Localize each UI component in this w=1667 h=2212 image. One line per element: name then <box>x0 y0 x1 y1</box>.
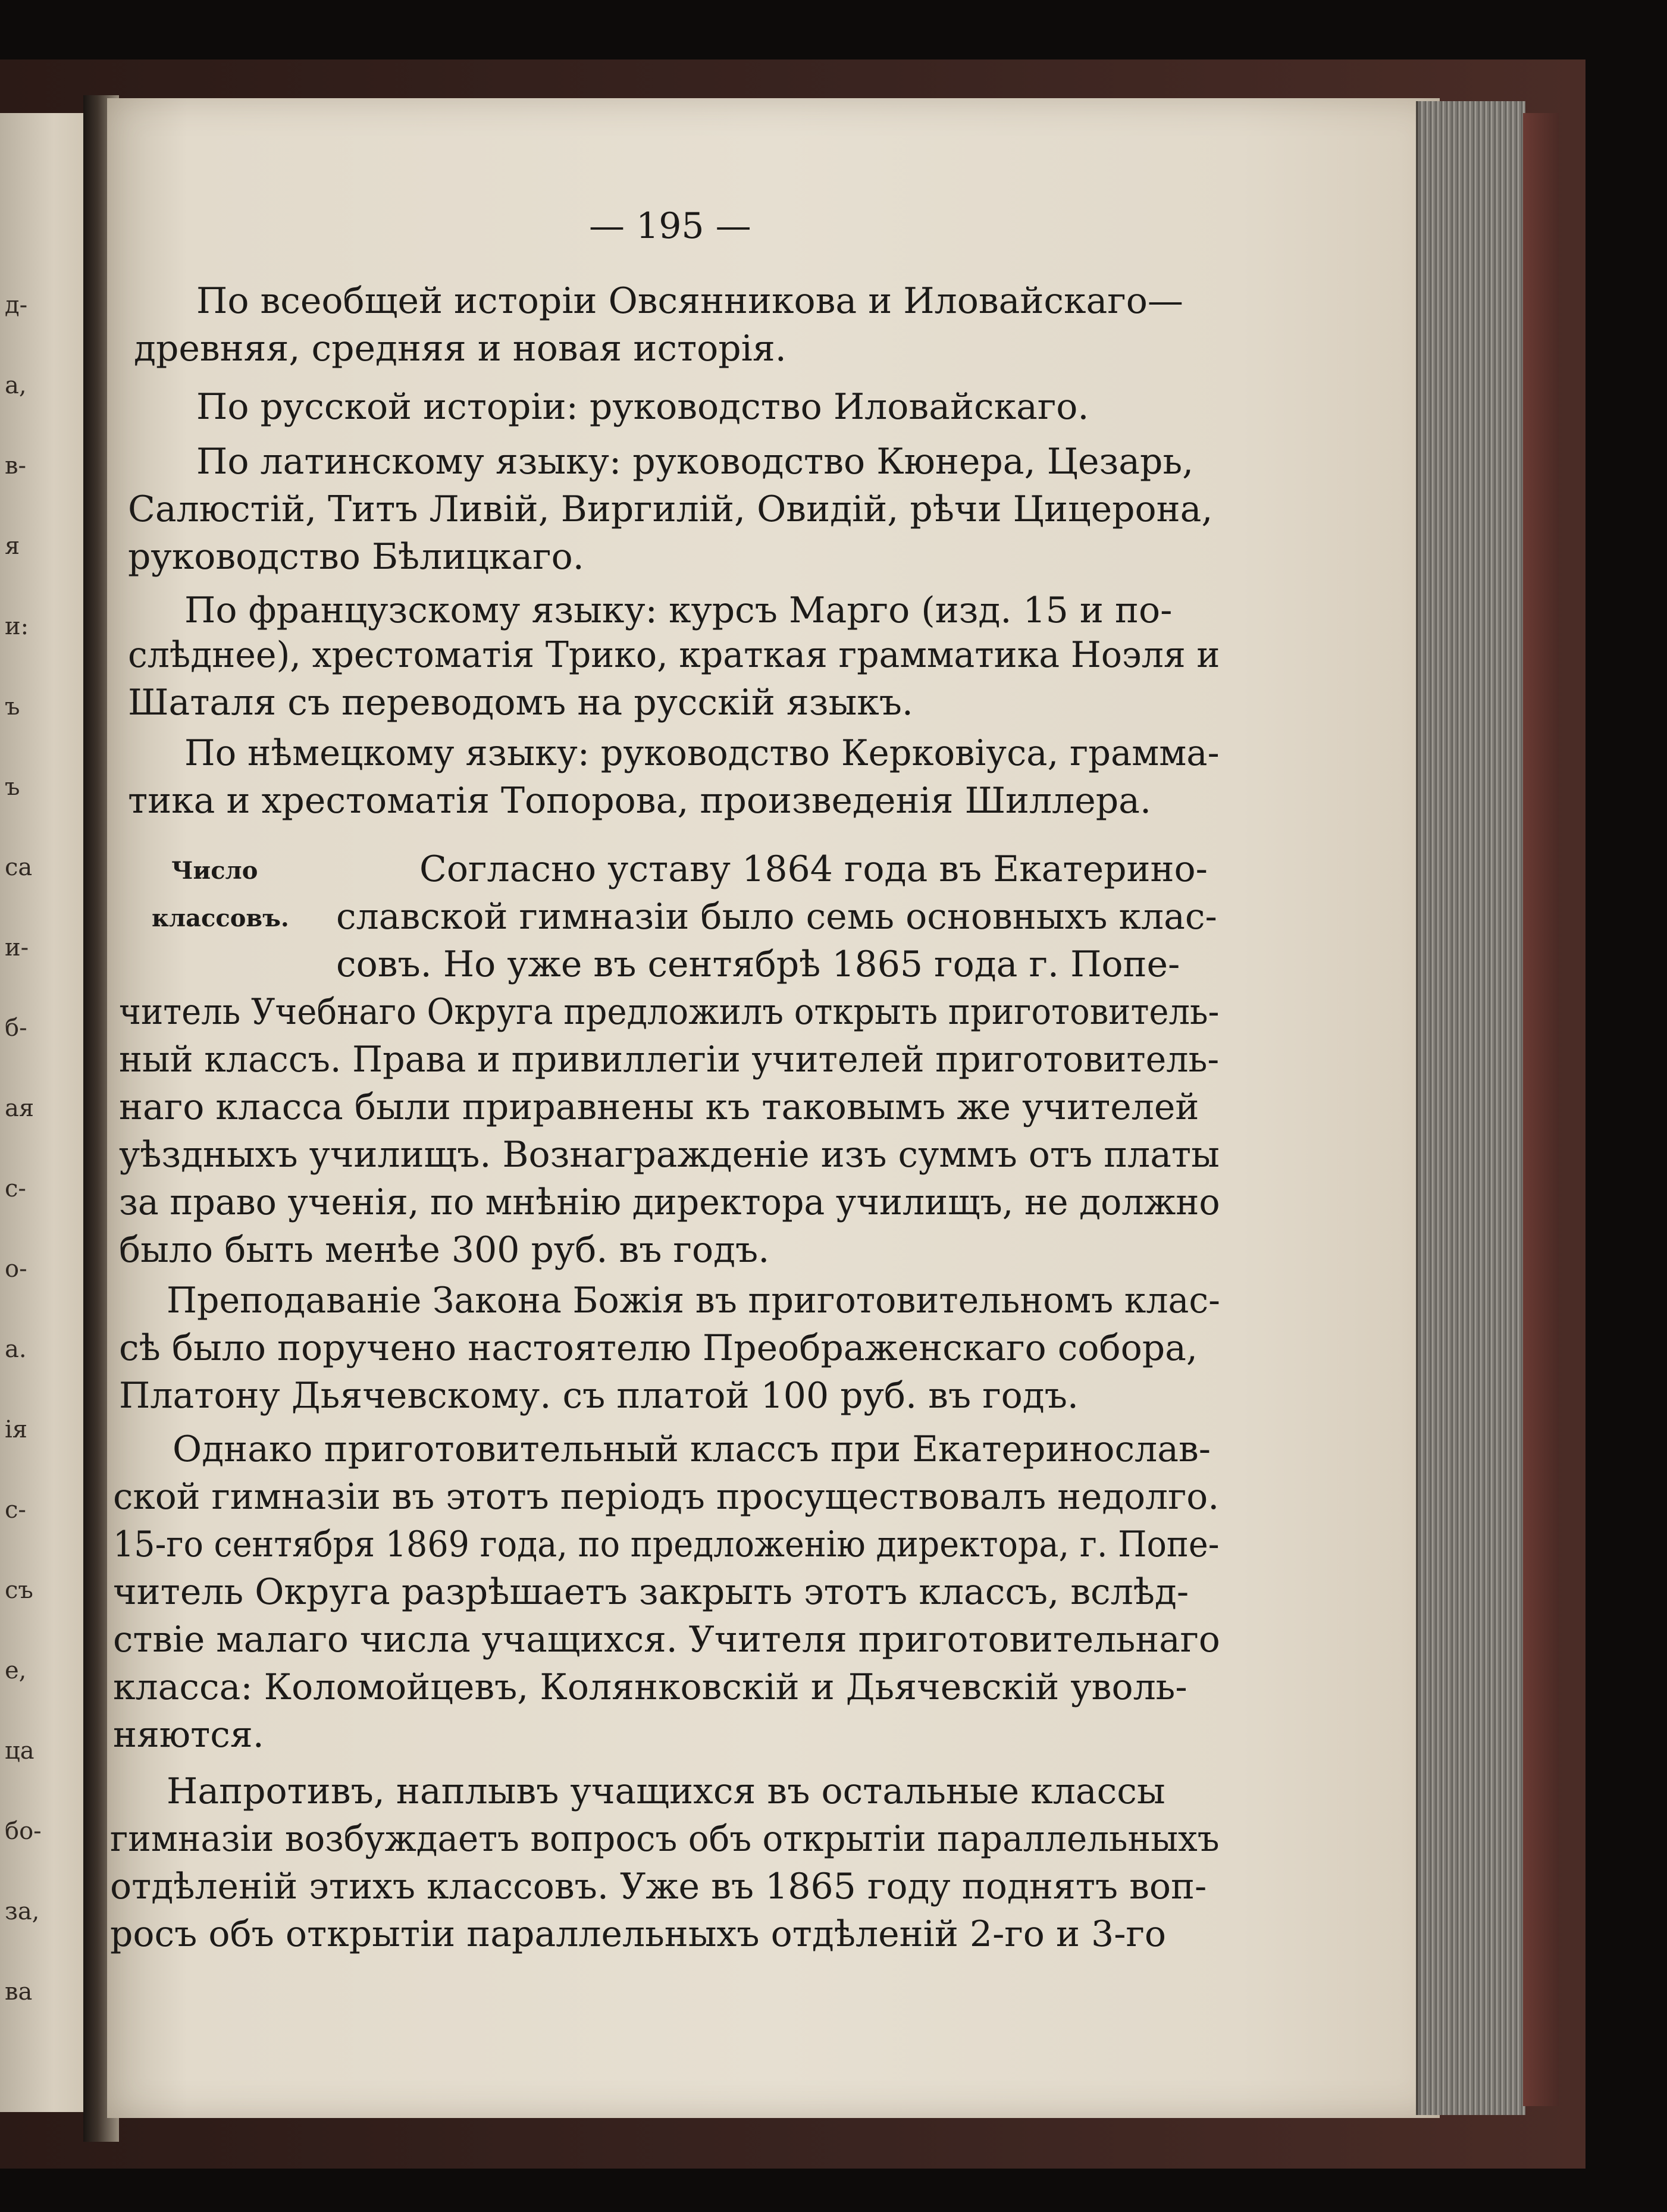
text-line: совъ. Но уже въ сентябрѣ 1865 года г. Попе- <box>336 944 1180 985</box>
left-page-fragment: съ <box>5 1577 33 1604</box>
text-line: Салюстій, Титъ Ливій, Виргилій, Овидій, рѣчи Цицерона, <box>128 488 1213 530</box>
left-page-fragment: ія <box>5 1416 28 1443</box>
text-line: По нѣмецкому языку: руководство Керковіуса, граммa- <box>184 732 1220 774</box>
left-page-fragment: в- <box>5 452 27 480</box>
text-line: древняя, средняя и новая исторія. <box>134 328 787 369</box>
text-line: тика и хрестоматія Топорова, произведенія Шиллера. <box>128 780 1152 822</box>
left-page-fragment: са <box>5 854 33 881</box>
text-line: за право ученія, по мнѣнію директора училищъ, не должно <box>119 1182 1220 1223</box>
left-page-fragment: за, <box>5 1898 40 1925</box>
text-line: было быть менѣе 300 руб. въ годъ. <box>119 1229 770 1271</box>
left-page-fragment: с- <box>5 1175 26 1202</box>
text-line: Платону Дьячевскому. съ платой 100 руб. въ годъ. <box>119 1375 1079 1417</box>
text-line: Преподаваніе Закона Божія въ приготовительномъ клас- <box>167 1280 1220 1321</box>
left-page-fragment: я <box>5 532 20 560</box>
text-line: 15-го сентября 1869 года, по предложенію директора, г. Попе- <box>113 1524 1220 1565</box>
text-line: славской гимназіи было семь основныхъ клас- <box>336 896 1217 938</box>
text-line: По русской исторіи: руководство Иловайскаго. <box>196 386 1089 428</box>
text-line: Согласно уставу 1864 года въ Екатерино- <box>419 848 1208 890</box>
text-line: Напротивъ, наплывъ учащихся въ остальные классы <box>167 1771 1165 1812</box>
left-page-fragment: с- <box>5 1496 26 1524</box>
cover-edge <box>1523 113 1559 2106</box>
page-edges <box>1416 101 1525 2115</box>
left-page-fragment: ъ <box>5 693 20 720</box>
text-line: класса: Коломойцевъ, Колянковскій и Дьячевскій уволь- <box>113 1666 1187 1708</box>
left-page-fragment: а, <box>5 372 27 399</box>
left-page-fragment: е, <box>5 1657 27 1684</box>
text-line: Шаталя съ переводомъ на русскій языкъ. <box>128 682 913 723</box>
text-line: руководство Бѣлицкаго. <box>128 536 584 578</box>
left-page-fragment: о- <box>5 1255 27 1283</box>
text-line: отдѣленій этихъ классовъ. Уже въ 1865 году поднятъ воп- <box>110 1866 1207 1907</box>
text-line: ный классъ. Права и привиллегіи учителей приготовитель- <box>119 1039 1220 1080</box>
text-line: читель Учебнаго Округа предложилъ открыть приготовитель- <box>119 991 1220 1033</box>
text-line: наго класса были приравнены къ таковымъ же учителей <box>119 1086 1199 1128</box>
left-page-fragment: д- <box>5 292 28 319</box>
text-line: Однако приготовительный классъ при Екатеринослав- <box>173 1428 1211 1470</box>
left-page-edge <box>0 113 93 2112</box>
text-line: росъ объ открытіи параллельныхъ отдѣленій 2-го и 3-го <box>110 1913 1167 1955</box>
text-line: читель Округа разрѣшаетъ закрыть этотъ классъ, вслѣд- <box>113 1571 1189 1613</box>
left-page-fragment: и: <box>5 613 29 640</box>
page-number: — 195 — <box>589 205 751 247</box>
margin-note-line: Число <box>171 857 258 885</box>
left-page-fragment: бо- <box>5 1818 42 1845</box>
left-page-fragment: а. <box>5 1336 27 1363</box>
text-line: ской гимназіи въ этотъ періодъ просуществовалъ недолго. <box>113 1476 1220 1518</box>
text-line: ствіе малаго числа учащихся. Учителя приготовительнаго <box>113 1619 1220 1660</box>
text-line: сѣ было поручено настоятелю Преображенскаго собора, <box>119 1327 1198 1369</box>
text-line: няются. <box>113 1714 264 1756</box>
text-line: уѣздныхъ училищъ. Вознагражденіе изъ суммъ отъ платы <box>119 1134 1220 1176</box>
text-line: гимназіи возбуждаетъ вопросъ объ открытіи параллельныхъ <box>110 1818 1220 1860</box>
left-page-fragment: ва <box>5 1978 33 2006</box>
text-line: По французскому языку: курсъ Марго (изд. 15 и по- <box>184 590 1173 631</box>
left-page-fragment: ца <box>5 1737 35 1765</box>
left-page-fragment: ъ <box>5 773 20 801</box>
margin-note-line: классовъ. <box>152 904 289 932</box>
text-line: По всеобщей исторіи Овсянникова и Иловайскаго— <box>196 280 1183 322</box>
left-page-fragment: ая <box>5 1095 35 1122</box>
left-page-fragment: и- <box>5 934 29 961</box>
text-line: слѣднее), хрестоматія Трико, краткая грамматика Ноэля и <box>128 634 1220 676</box>
text-line: По латинскому языку: руководство Кюнера, Цезарь, <box>196 441 1194 482</box>
left-page-fragment: б- <box>5 1014 27 1042</box>
